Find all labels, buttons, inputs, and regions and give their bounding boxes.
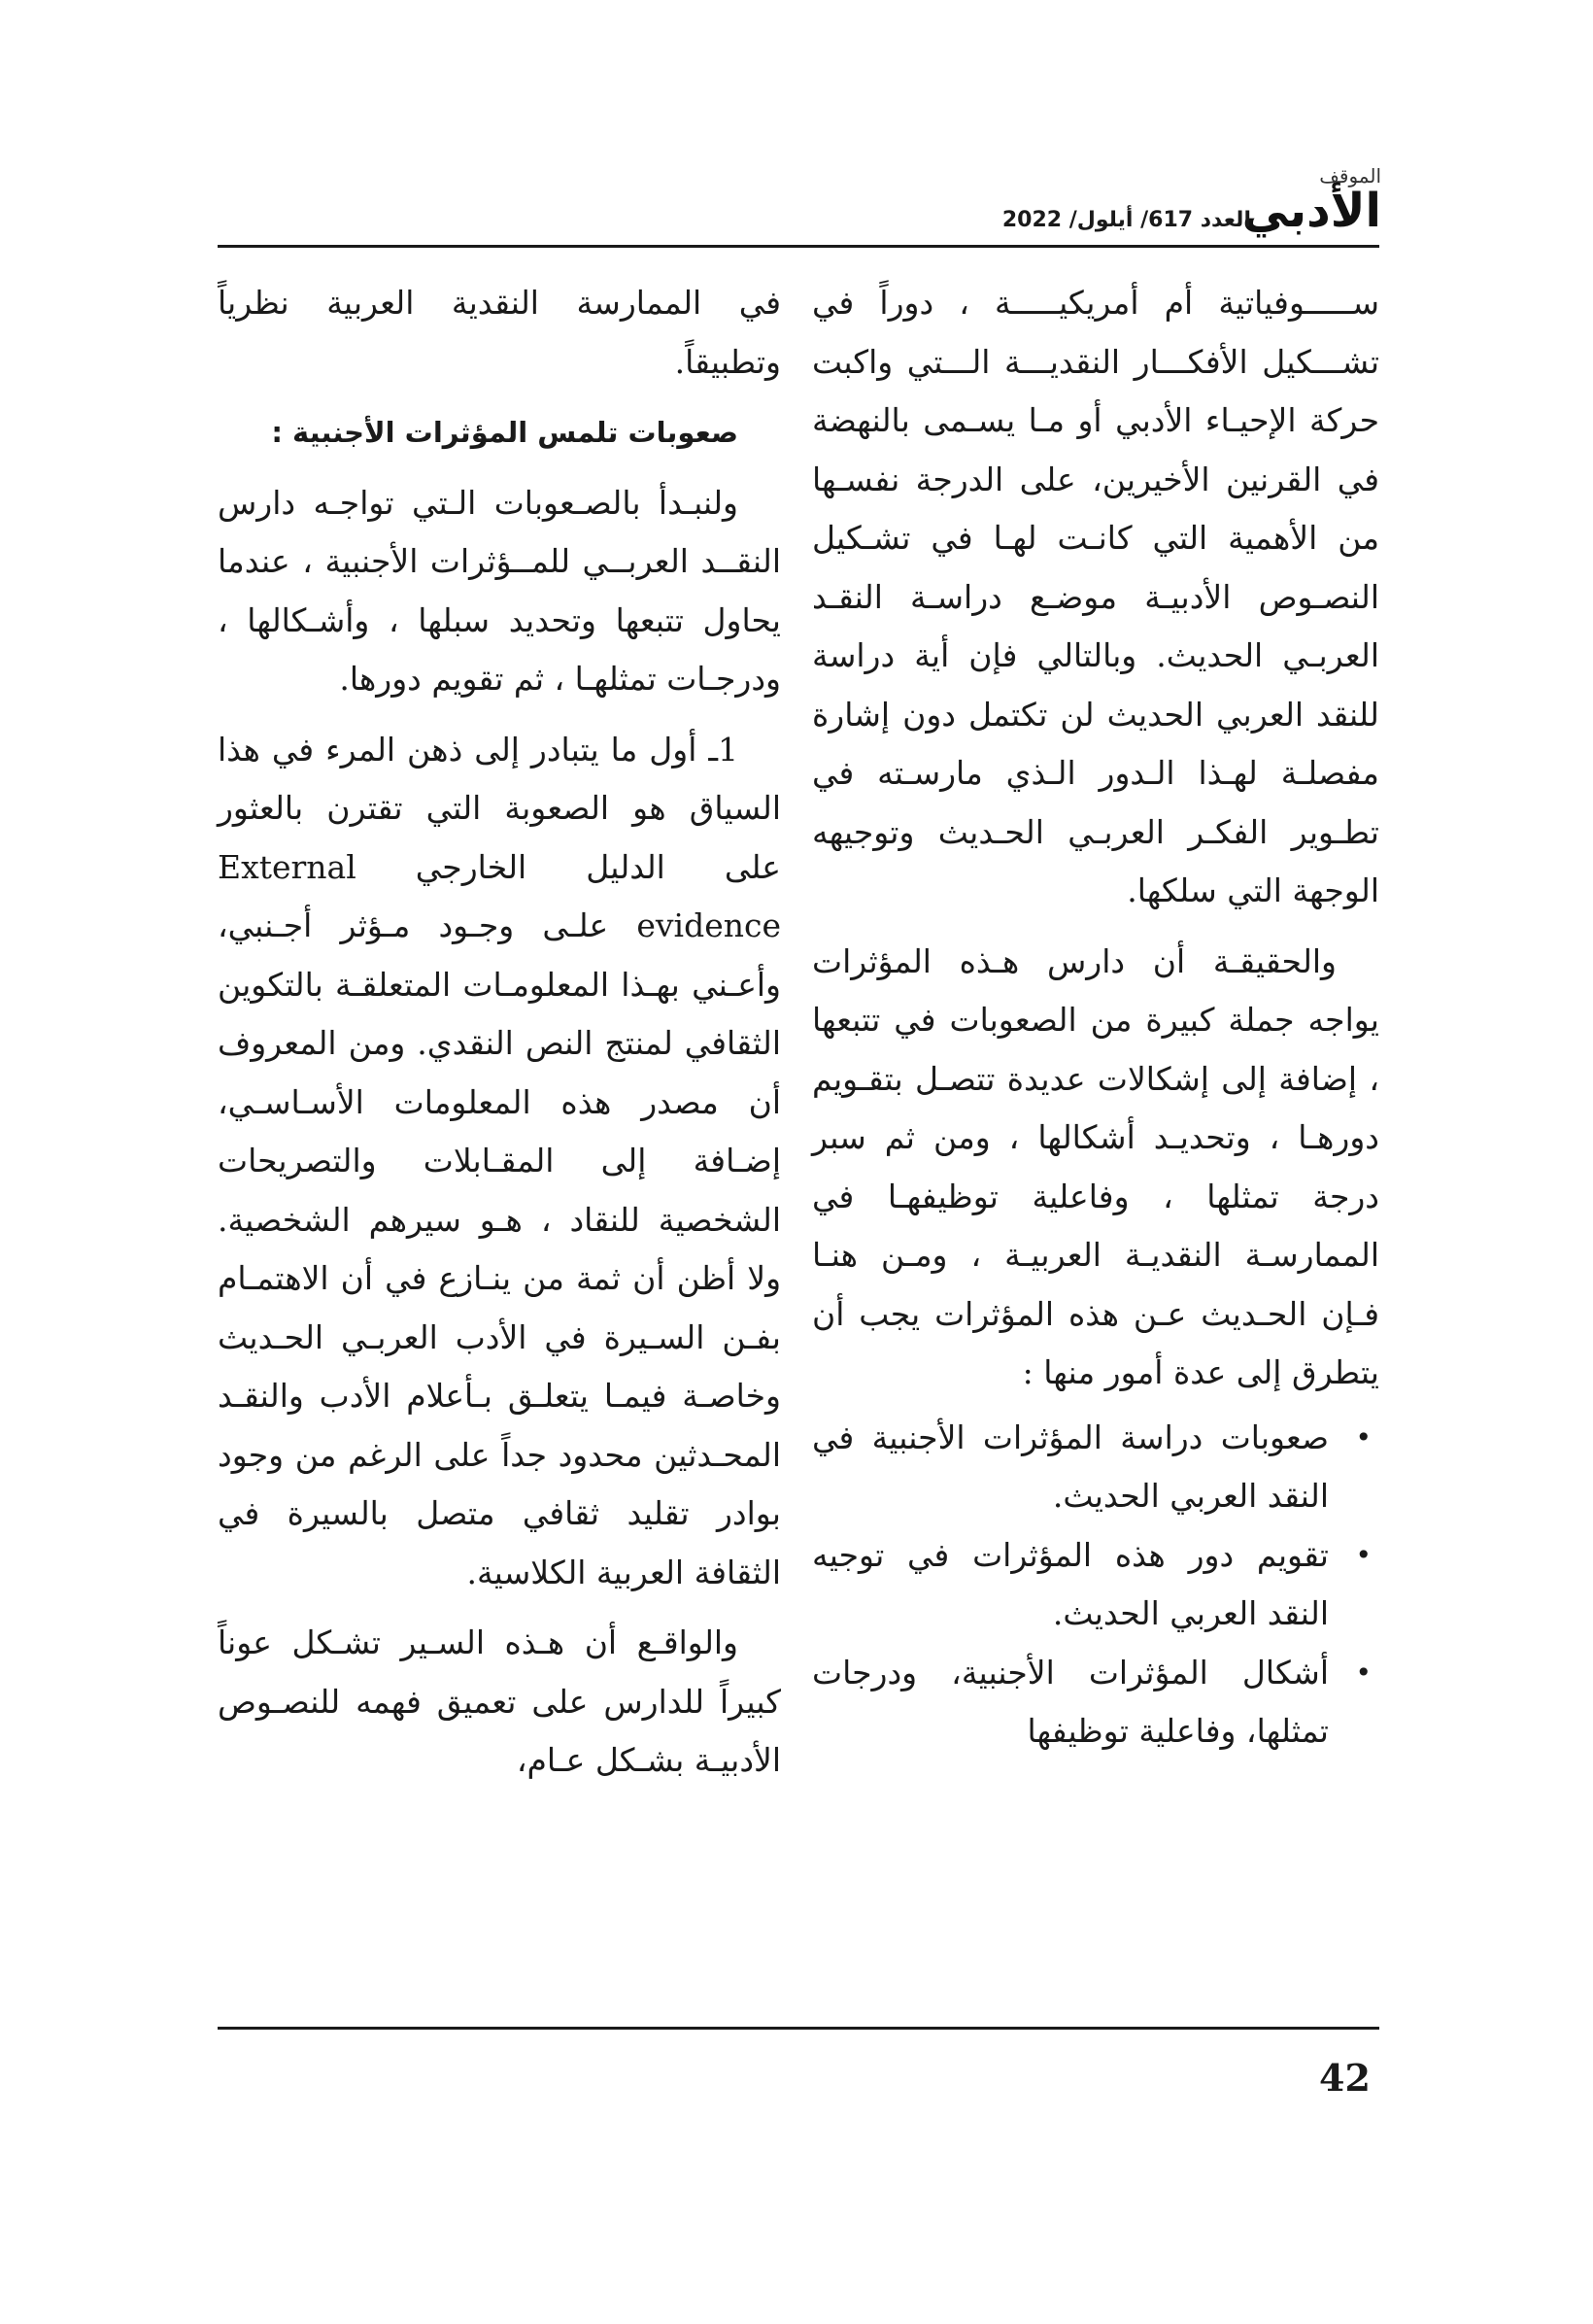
bullet-item — [812, 1409, 1372, 1526]
header-divider — [218, 245, 1379, 248]
page-header — [0, 0, 1593, 253]
bullet-item — [812, 1644, 1372, 1761]
bullet-icon: • — [1355, 1420, 1372, 1453]
magazine-logo — [1241, 164, 1381, 241]
bullet-text: تقويم دور هذه المؤثرات في توجيه النقد العربي الحديث. — [812, 1535, 1329, 1632]
bullet-text: أشكال المؤثرات الأجنبية، ودرجات تمثلها، وفاعلية توظيفها — [812, 1653, 1329, 1750]
bullet-list — [812, 1409, 1379, 1761]
logo-title: الأدبي — [1241, 184, 1381, 238]
right-paragraph-2: والحقيقـة أن دارس هـذه المؤثرات يواجه جملة كبيرة من الصعوبات في تتبعها ، إضافة إلى إشكالات عديدة تتصـل بتقـويم دورهـا ، وتحديـد أشكالها ، ومن ثم سبر درجة تمثلها ، وفاعلية توظيفهـا في الممارسـة النقديـة العربيـة ، ومـن هنـا فـإن الحـديث عـن هذه المؤثرات يجب أن يتطرق إلى عدة أمور منها : — [812, 941, 1379, 1391]
bullet-text: صعوبات دراسة المؤثرات الأجنبية في النقد العربي الحديث. — [812, 1418, 1329, 1515]
right-paragraph-1: ســـــوفياتية أم أمريكيـــــة ، دوراً في تشـــكيل الأفكـــار النقديـــة الـــتي واكبت حركة الإحيـاء الأدبي أو مـا يسـمى بالنهضة في القرنين الأخيرين، على الدرجة نفسـها من الأهمية التي كانـت لهـا في تشـكيل النصـوص الأدبيـة موضـع دراسـة النقـد العربـي الحديث. وبالتالي فإن أية دراسة للنقد العربي الحديث لن تكتمل دون إشارة مفصلـة لهـذا الـدور الـذي مارسـته في تطـوير الفكـر العربـي الحـديث وتوجيهه الوجهة التي سلكها. — [812, 284, 1379, 909]
right-column — [812, 274, 1379, 1761]
page-number: 42 — [1319, 2056, 1371, 2100]
left-column — [218, 274, 781, 1791]
bullet-icon: • — [1355, 1656, 1372, 1689]
bullet-icon: • — [1355, 1538, 1372, 1571]
left-paragraph-4: والواقـع أن هـذه السـير تشـكل عوناً كبيراً للدارس على تعميق فهمه للنصـوص الأدبيـة بشـكل عـام، — [218, 1623, 781, 1779]
left-paragraph-3: 1ـ أول ما يتبادر إلى ذهن المرء في هذا السياق هو الصعوبة التي تقترن بالعثور على الدليل الخارجي External evidence علـى وجـود مـؤثر أجـنبي، وأعـني بهـذا المعلومـات المتعلقـة بالتكوين الثقافي لمنتج النص النقدي. ومن المعروف أن مصدر هذه المعلومات الأسـاسـي، إضـافة إلى المقـابلات والتصريحات الشخصية للنقاد ، هـو سيرهم الشخصية. ولا أظن أن ثمة من ينـازع في أن الاهتمـام بفـن السـيرة في الأدب العربـي الحـديث وخاصـة فيمـا يتعلـق بـأعلام الأدب والنقـد المحـدثين محدود جداً على الرغم من وجود بوادر تقليد ثقافي متصل بالسيرة في الثقافة العربية الكلاسية. — [218, 730, 781, 1591]
bullet-item — [812, 1526, 1372, 1644]
issue-info: العدد 617/ أيلول/ 2022 — [1001, 208, 1251, 232]
section-subheading: صعوبات تلمس المؤثرات الأجنبية : — [271, 416, 738, 449]
footer-divider — [218, 2027, 1379, 2030]
left-paragraph-1: في الممارسة النقدية العربية نظرياً وتطبيقاً. — [218, 284, 781, 381]
logo-small-text: الموقف — [1319, 164, 1381, 188]
left-paragraph-2: ولنبـدأ بالصـعوبات الـتي تواجـه دارس النقــد العربــي للمــؤثرات الأجنبية ، عندما يحاول تتبعها وتحديد سبلها ، وأشـكالها ، ودرجـات تمثلهـا ، ثم تقويم دورها. — [218, 483, 781, 698]
